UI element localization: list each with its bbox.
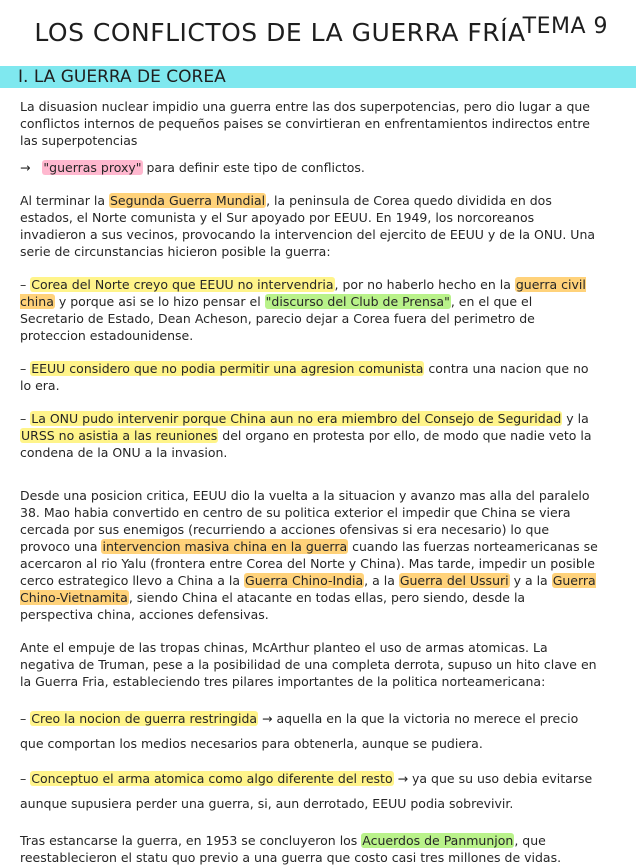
highlight-atomic-weapon: Conceptuo el arma atomica como algo diferente del resto (31, 771, 393, 786)
cause-item-1 (20, 276, 600, 344)
truman-paragraph (20, 639, 600, 690)
dash: – (20, 277, 31, 292)
text-fragment: para definir este tipo de conflictos. (142, 160, 365, 175)
text-fragment: Tras estancarse la guerra, en 1953 se concluyeron los (20, 833, 362, 848)
text-fragment: y porque asi se lo hizo pensar el (54, 294, 265, 309)
dash: – (20, 771, 31, 786)
dash: – (20, 411, 31, 426)
highlight-ussr-absence: URSS no asistia a las reuniones (21, 428, 218, 443)
armistice-paragraph (20, 832, 600, 866)
highlight-sino-vietnamese-war: Guerra Chino-Vietnamita (20, 573, 596, 605)
highlight-un-intervention: La ONU pudo intervenir porque China aun no era miembro del Consejo de Seguridad (31, 411, 562, 426)
pillar-item-2 (20, 766, 600, 816)
text-fragment: y la (562, 411, 589, 426)
text-fragment: del organo en protesta por ello, de modo que nadie veto la condena de la ONU a la invasion. (20, 428, 592, 460)
highlight-ww2: Segunda Guerra Mundial (109, 193, 266, 208)
text-fragment: , por no haberlo hecho en la (334, 277, 515, 292)
text-fragment: Desde una posicion critica, EEUU dio la vuelta a la situacion y avanzo mas alla del paralelo 38. Mao habia convertido en centro de su politica exterior el impedir que China se viera cercada por sus enemigos (recurriendo a acciones ofensivas si era necesario) lo que provoco una (20, 488, 590, 554)
intro-paragraph (20, 98, 600, 149)
arrow-icon: → (258, 711, 277, 726)
highlight-panmunjom-agreements: Acuerdos de Panmunjon (362, 833, 514, 848)
highlight-chinese-civil-war: guerra civil china (20, 277, 586, 309)
notes-body (20, 98, 600, 866)
text-fragment: cuando las fuerzas norteamericanas se acercaron al rio Yalu (frontera entre Corea del Norte y China). Mas tarde, impedir un posible cerco estrategico llevo a China a la (20, 539, 598, 588)
proxy-wars-line (20, 159, 600, 176)
highlight-sino-indian-war: Guerra Chino-India (245, 573, 364, 588)
background-paragraph (20, 192, 600, 260)
highlight-chinese-intervention: intervencion masiva china en la guerra (102, 539, 348, 554)
intro-text: La disuasion nuclear impidio una guerra entre las dos superpotencias, pero dio lugar a que conflictos internos de pequeños paises se convirtieran en enfrentamientos indirectos entre las superpotencias (20, 99, 590, 148)
china-intervention-paragraph (20, 487, 600, 623)
text-fragment: y a la (509, 573, 552, 588)
text-fragment: , que reestablecieron el statu quo previo a una guerra que costo casi tres millones de vidas. (20, 833, 562, 865)
dash: – (20, 361, 31, 376)
text-fragment: , en el que el Secretario de Estado, Dean Acheson, parecio dejar a Corea fuera del perimetro de proteccion estadounidense. (20, 294, 535, 343)
text-fragment: ya que su uso debia evitarse aunque supusiera perder una guerra, si, aun derrotado, EEUU podia sobrevivir. (20, 771, 593, 811)
highlight-press-club-speech: "discurso del Club de Prensa" (265, 294, 450, 309)
topic-number: TEMA 9 (522, 14, 608, 39)
cause-item-2 (20, 360, 600, 394)
text-fragment: , a la (364, 573, 399, 588)
section-title: I. LA GUERRA DE COREA (18, 67, 226, 87)
page-title: LOS CONFLICTOS DE LA GUERRA FRÍA (34, 18, 526, 47)
highlight-restricted-war: Creo la nocion de guerra restringida (31, 711, 258, 726)
text-fragment: , siendo China el atacante en todas ellas, pero siendo, desde la perspectiva china, acciones defensivas. (20, 590, 526, 622)
highlight-us-aggression: EEUU considero que no podia permitir una agresion comunista (31, 361, 424, 376)
pillar-item-1 (20, 706, 600, 756)
cause-item-3 (20, 410, 600, 461)
text-fragment: Ante el empuje de las tropas chinas, McArthur planteo el uso de armas atomicas. La negativa de Truman, pese a la posibilidad de una completa derrota, supuso un hito clave en la Guerra Fria, estableciendo tres pilares importantes de la politica norteamericana: (20, 640, 597, 689)
highlight-proxy-wars: "guerras proxy" (43, 160, 142, 175)
highlight-north-korea-belief: Corea del Norte creyo que EEUU no intervendria (31, 277, 334, 292)
arrow-icon: → (20, 160, 31, 175)
arrow-icon: → (393, 771, 413, 786)
text-fragment: , la peninsula de Corea quedo dividida en dos estados, el Norte comunista y el Sur apoyado por EEUU. En 1949, los norcoreanos invadieron a sus vecinos, provocando la intervencion del ejercito de EEUU y de la ONU. Una serie de circunstancias hicieron posible la guerra: (20, 193, 596, 259)
dash: – (20, 711, 31, 726)
text-fragment: Al terminar la (20, 193, 109, 208)
text-fragment: contra una nacion que no lo era. (20, 361, 589, 393)
highlight-ussuri-war: Guerra del Ussuri (399, 573, 509, 588)
text-fragment: aquella en la que la victoria no merece el precio que comportan los medios necesarios para obtenerla, aunque se pudiera. (20, 711, 579, 751)
